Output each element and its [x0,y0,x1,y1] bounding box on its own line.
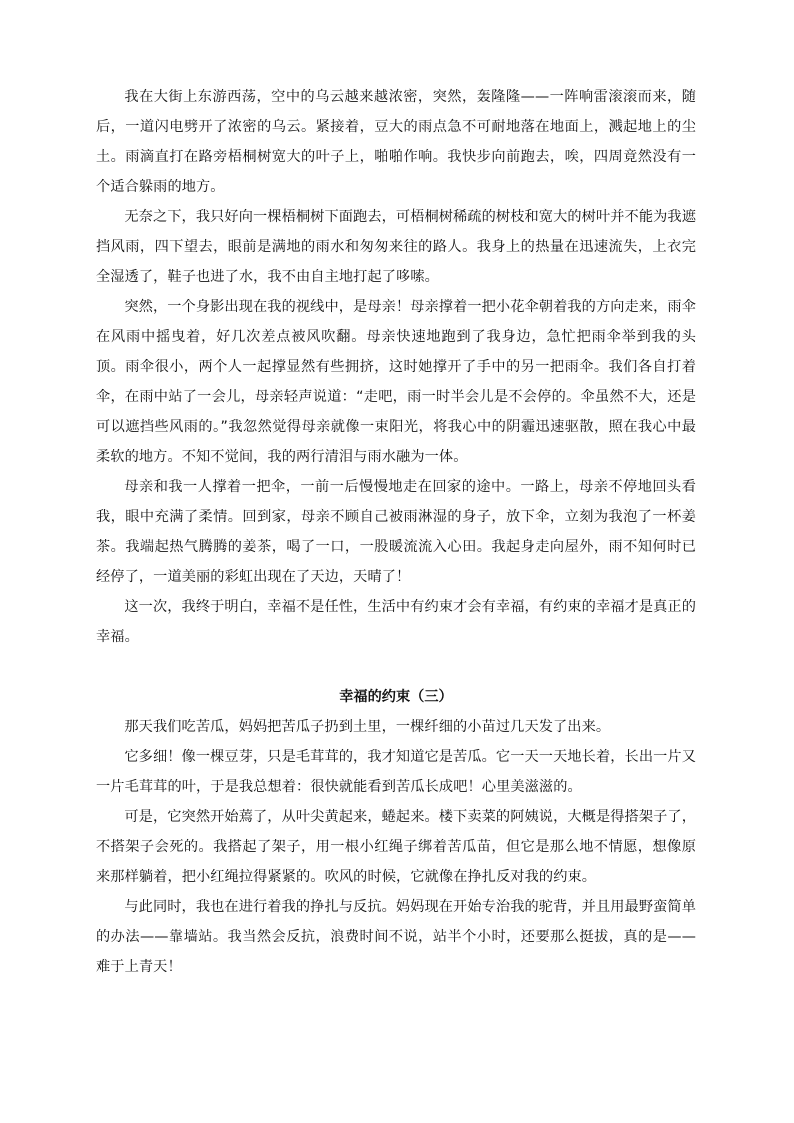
paragraph: 这一次，我终于明白，幸福不是任性，生活中有约束才会有幸福，有约束的幸福才是真正的幸福。 [96,599,696,645]
paragraph: 可是，它突然开始蔫了，从叶尖黄起来，蜷起来。楼下卖菜的阿姨说，大概是得搭架子了，不搭架子会死的。我搭起了架子，用一根小红绳子绑着苦瓜苗，但它是那么地不情愿，想像原来那样躺着，把小红绳拉得紧紧的。吹风的时候，它就像在挣扎反对我的约束。 [96,809,696,885]
paragraph: 那天我们吃苦瓜，妈妈把苦瓜子扔到土里，一棵纤细的小苗过几天发了出来。 [124,719,611,735]
paragraph: 母亲和我一人撑着一把伞，一前一后慢慢地走在回家的途中。一路上，母亲不停地回头看我，眼中充满了柔情。回到家，母亲不顾自己被雨淋湿的身子，放下伞，立刻为我泡了一杯姜茶。我端起热气腾腾的姜茶，喝了一口，一股暖流流入心田。我起身走向屋外，雨不知何时已经停了，一道美丽的彩虹出现在了天边，天晴了！ [96,479,696,585]
paragraph: 与此同时，我也在进行着我的挣扎与反抗。妈妈现在开始专治我的驼背，并且用最野蛮简单的办法——靠墙站。我当然会反抗，浪费时间不说，站半个小时，还要那么挺拔，真的是——难于上青天！ [96,899,696,975]
document-body [96,82,696,982]
paragraph: 无奈之下，我只好向一棵梧桐树下面跑去，可梧桐树稀疏的树枝和宽大的树叶并不能为我遮挡风雨，四下望去，眼前是满地的雨水和匆匆来往的路人。我身上的热量在迅速流失，上衣完全湿透了，鞋子也进了水，我不由自主地打起了哆嗦。 [96,209,696,285]
paragraph: 我在大街上东游西荡，空中的乌云越来越浓密，突然，轰隆隆——一阵响雷滚滚而来，随后，一道闪电劈开了浓密的乌云。紧接着，豆大的雨点急不可耐地落在地面上，溅起地上的尘土。雨滴直打在路旁梧桐树宽大的叶子上，啪啪作响。我快步向前跑去，唉，四周竟然没有一个适合躲雨的地方。 [96,89,696,195]
paragraph: 它多细！像一棵豆芽，只是毛茸茸的，我才知道它是苦瓜。它一天一天地长着，长出一片又一片毛茸茸的叶，于是我总想着：很快就能看到苦瓜长成吧！心里美滋滋的。 [96,749,696,795]
section-title: 幸福的约束（三） [339,689,453,705]
paragraph: 突然，一个身影出现在我的视线中，是母亲！母亲撑着一把小花伞朝着我的方向走来，雨伞在风雨中摇曳着，好几次差点被风吹翻。母亲快速地跑到了我身边，急忙把雨伞举到我的头顶。雨伞很小，两个人一起撑显然有些拥挤，这时她撑开了手中的另一把雨伞。我们各自打着伞，在雨中站了一会儿，母亲轻声说道：“走吧，雨一时半会儿是不会停的。伞虽然不大，还是可以遮挡些风雨的。”我忽然觉得母亲就像一束阳光，将我心中的阴霾迅速驱散，照在我心中最柔软的地方。不知不觉间，我的两行清泪与雨水融为一体。 [96,299,696,465]
